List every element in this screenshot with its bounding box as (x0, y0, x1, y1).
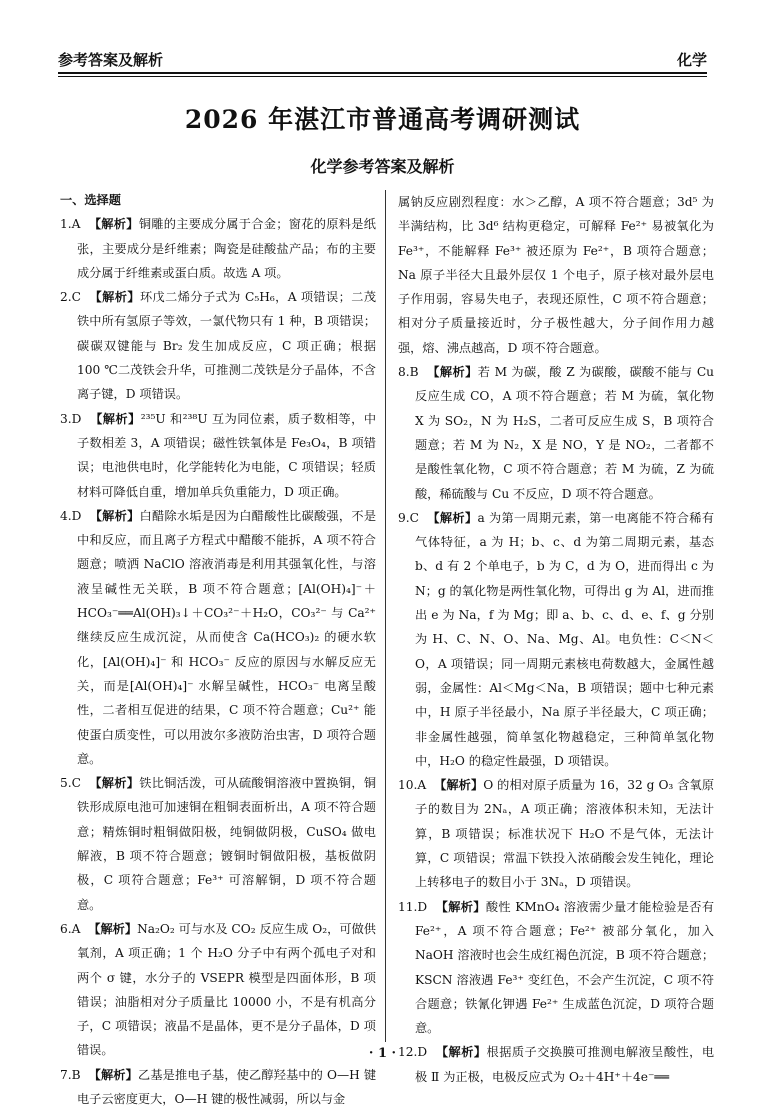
analysis-text: 铁比铜活泼，可从硫酸铜溶液中置换铜，铜铁形成原电池可加速铜在粗铜表面析出，A 项不符合题意；精炼铜时粗铜做阳极，纯铜做阴极，CuSO₄ 做电解液，B 项不符合题意；镀铜时铜做阳极，基板做阴极，C 项符合题意；Fe³⁺ 可溶解铜，D 项不符合题意。 (77, 776, 377, 912)
answer-item (398, 360, 714, 506)
answer-number: 11.D (398, 899, 428, 914)
answer-item (398, 773, 714, 894)
header-subject-label: 化学 (676, 51, 707, 69)
answer-item (60, 407, 376, 504)
left-column (60, 188, 377, 1106)
header-rule-thick (58, 72, 707, 74)
answer-item (60, 917, 376, 1063)
page-subtitle: 化学参考答案及解析 (310, 157, 455, 176)
analysis-text: O 的相对原子质量为 16，32 g O₃ 含氧原子的数目为 2Nₐ，A 项正确；溶液体积未知，无法计算，B 项错误；标准状况下 H₂O 不是气体，无法计算，C 项错误；常温下铁投入浓硝酸会发生钝化，理论上转移电子的数目小于 3Nₐ，D 项错误。 (415, 778, 715, 890)
page-header (58, 44, 707, 70)
analysis-tag: 【解析】 (89, 776, 140, 791)
analysis-text: 环戊二烯分子式为 C₅H₆，A 项错误；二茂铁中所有氢原子等效，一氯代物只有 1 种，B 项错误；碳碳双键能与 Br₂ 发生加成反应，C 项正确；根据 100 ℃二茂铁会升华，可推测二茂铁是分子晶体，不含离子键，D 项错误。 (77, 290, 377, 402)
answer-item (60, 285, 376, 406)
analysis-tag: 【解析】 (434, 778, 484, 793)
analysis-text: 白醋除水垢是因为白醋酸性比碳酸强，不是中和反应，而且离子方程式中醋酸不能拆，A 项不符合题意；喷洒 NaClO 溶液消毒是利用其强氧化性，与溶液呈碱性无关联，B 项不符合题意；[Al(OH)₄]⁻＋HCO₃⁻══Al(OH)₃↓＋CO₃²⁻＋H₂O，CO₃²⁻ 与 Ca²⁺ 继续反应生成沉淀，从而使含 Ca(HCO₃)₂ 的硬水软化，[Al(OH)₄]⁻ 和 HCO₃⁻ 反应的原因与水解反应无关，而是[Al(OH)₄]⁻ 水解呈碱性，HCO₃⁻ 电离呈酸性，二者相互促进的结果，C 项不符合题意；Cu²⁺ 能使蛋白质变性，可以用波尔多液防治虫害，D 项符合题意。 (77, 508, 377, 766)
answer-number: 1.A (60, 217, 81, 232)
answer-item (398, 895, 714, 1041)
answer-number: 8.B (398, 365, 419, 380)
header-rule-thin (58, 76, 707, 77)
page-number: · 1 · (368, 1046, 397, 1061)
analysis-text: 若 M 为碳，酸 Z 为碳酸，碳酸不能与 Cu 反应生成 CO，A 项不符合题意；若 M 为硫，氧化物 X 为 SO₂，N 为 H₂S，二者可反应生成 S，B 项符合题意；若 M 为 N₂，X 是 NO，Y 是 NO₂，二者都不是酸性氧化物，C 项不符合题意；若 M 为硫，Z 为硫酸，稀硫酸与 Cu 不反应，D 项不符合题意。 (415, 365, 715, 501)
answer-list-left (60, 212, 376, 1111)
answer-number: 3.D (60, 411, 82, 426)
analysis-tag: 【解析】 (427, 510, 478, 525)
analysis-tag: 【解析】 (435, 1045, 487, 1060)
header-left-label: 参考答案及解析 (58, 51, 164, 69)
analysis-text: 铜雕的主要成分属于合金；窗花的原料是纸张，主要成分是纤维素；陶瓷是硅酸盐产品；布的主要成分属于纤维素或蛋白质。故选 A 项。 (77, 217, 376, 280)
analysis-tag: 【解析】 (427, 365, 478, 380)
answer-number: 5.C (60, 776, 81, 791)
analysis-tag: 【解析】 (88, 1067, 138, 1082)
answer-list-right (398, 190, 714, 1089)
analysis-tag: 【解析】 (88, 921, 138, 936)
analysis-tag: 【解析】 (90, 411, 141, 426)
answer-number: 12.D (398, 1045, 428, 1060)
analysis-text: 酸性 KMnO₄ 溶液需少量才能检验是否有 Fe²⁺，A 项不符合题意；Fe²⁺ 被部分氧化，加入 NaOH 溶液时也会生成红褐色沉淀，B 项不符合题意；KSCN 溶液遇 Fe³⁺ 变红色，不会产生沉淀，C 项不符合题意；铁氰化钾遇 Fe²⁺ 生成蓝色沉淀，D 项符合题意。 (415, 899, 715, 1036)
answer-number: 6.A (60, 921, 81, 936)
answer-number: 9.C (398, 510, 419, 525)
analysis-tag: 【解析】 (89, 290, 140, 305)
answer-number: 7.B (60, 1067, 81, 1082)
analysis-tag: 【解析】 (435, 899, 486, 914)
analysis-text: a 为第一周期元素，第一电离能不符合稀有气体特征，a 为 H；b、c、d 为第二周期元素，基态 b、d 有 2 个单电子，b 为 C，d 为 O，进而得出 c 为 N；g 的氧化物是两性氧化物，可得出 g 为 Al，进而推出 e 为 Na，f 为 Mg；即 a、b、c、d、e、f、g 分别为 H、C、N、O、Na、Mg、Al。电负性：C＜N＜O，A 项错误；同一周期元素核电荷数越大，金属性越弱，金属性：Al＜Mg＜Na，B 项错误；题中七种元素中，H 原子半径最小，Na 原子半径最大，C 项正确；非金属性越强，简单氢化物越稳定，三种简单氢化物中，H₂O 的稳定性最强，D 项错误。 (415, 510, 715, 768)
page-title: 2026 年湛江市普通高考调研测试 (184, 105, 581, 134)
answer-number: 4.D (60, 508, 82, 523)
analysis-tag: 【解析】 (88, 217, 139, 232)
answer-item (60, 504, 376, 771)
analysis-text: Na₂O₂ 可与水及 CO₂ 反应生成 O₂，可做供氧剂，A 项正确；1 个 H₂O 分子中有两个孤电子对和两个 σ 键，水分子的 VSEPR 模型是四面体形，B 项错误；油脂相对分子质量比 10000 小，不是有机高分子，C 项错误；液晶不是晶体，更不是分子晶体，D 项错误。 (77, 921, 376, 1058)
answer-item (60, 771, 376, 917)
section-heading: 一、选择题 (60, 193, 121, 207)
answer-number: 10.A (398, 778, 427, 793)
analysis-text: 根据质子交换膜可推测电解液呈酸性，电极 Ⅱ 为正极，电极反应式为 O₂＋4H⁺＋4e⁻══ (415, 1045, 715, 1084)
analysis-tag: 【解析】 (89, 508, 140, 523)
answer-number: 2.C (60, 290, 81, 305)
answer-item (60, 212, 376, 285)
analysis-text: ²³⁵U 和²³⁸U 互为同位素，质子数相等，中子数相差 3，A 项错误；磁性铁氧体是 Fe₃O₄，B 项错误；电池供电时，化学能转化为电能，C 项错误；轻质材料可降低自重，增加单兵负重能力，D 项正确。 (77, 411, 377, 499)
answer-item (398, 190, 714, 360)
right-column (398, 190, 715, 1084)
answer-item (398, 506, 714, 773)
answer-item (60, 1063, 376, 1111)
analysis-text: 属钠反应剧烈程度：水＞乙醇，A 项不符合题意；3d⁵ 为半满结构，比 3d⁶ 结构更稳定，可解释 Fe²⁺ 易被氧化为 Fe³⁺，不能解释 Fe³⁺ 被还原为 Fe²⁺，B 项符合题意；Na 原子半径大且最外层仅 1 个电子，原子核对最外层电子作用弱，容易失电子，表现还原性，C 项不符合题意；相对分子质量接近时，分子极性越大，分子间作用力越强，熔、沸点越高，D 项不符合题意。 (398, 195, 714, 355)
analysis-text: 乙基是推电子基，使乙醇羟基中的 O—H 键电子云密度更大，O—H 键的极性减弱，所以与金 (77, 1067, 377, 1106)
column-divider (385, 190, 386, 1042)
